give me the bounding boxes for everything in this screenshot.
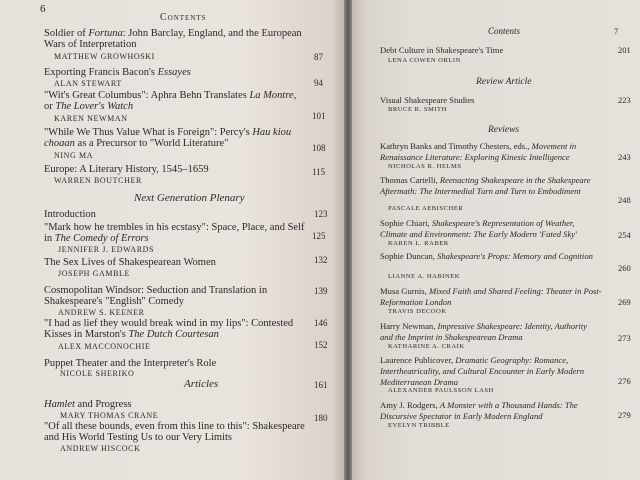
- entry-page: 260: [618, 263, 631, 273]
- entry-title: "Wit's Great Columbus": Aphra Behn Translates La Montre, or The Lover's Watch: [44, 90, 297, 112]
- section-heading: Articles: [184, 378, 219, 390]
- entry-page: 101: [312, 111, 326, 121]
- entry-page: 279: [618, 410, 631, 420]
- entry-title: Sophie Duncan, Shakespeare's Props: Memory and Cognition: [380, 251, 593, 261]
- entry-author: BRUCE R. SMITH: [388, 106, 447, 113]
- entry-author: LENA COWEN ORLIN: [388, 57, 461, 64]
- entry-title: "While We Thus Value What is Foreign": Percy's Hau kiou choaan as a Precursor to "World Literature": [44, 127, 292, 149]
- entry-title: Puppet Theater and the Interpreter's Role: [44, 358, 217, 369]
- entry-author: ALEX MACCONOCHIE: [58, 342, 151, 351]
- entry-title: "I had as lief they would break wind in my lips": Contested Kisses in Marston's The Dutch Courtesan: [44, 318, 294, 340]
- entry-title: Harry Newman, Impressive Shakespeare: Identity, Authority and the Imprint in Shakespearean Drama: [380, 321, 588, 342]
- entry-author: NICOLE SHERIKO: [60, 369, 135, 378]
- entry-page: 125: [312, 231, 326, 241]
- entry-title: Musa Gurnis, Mixed Faith and Shared Feeling: Theater in Post-Reformation London: [380, 286, 602, 307]
- entry-title: Cosmopolitan Windsor: Seduction and Translation in Shakespeare's "English" Comedy: [44, 285, 268, 307]
- entry-author: LIANNE A. HABINEK: [388, 273, 461, 280]
- book-gutter: [344, 0, 352, 480]
- entry-author: NICHOLAS R. HELMS: [388, 163, 462, 170]
- entry-page: 146: [314, 318, 328, 328]
- entry-page: 276: [618, 376, 631, 386]
- entry-page: 115: [312, 167, 326, 177]
- entry-title: "Mark how he trembles in his ecstasy": Space, Place, and Self in The Comedy of Errors: [44, 222, 305, 244]
- entry-title: The Sex Lives of Shakespearean Women: [44, 257, 216, 268]
- entry-page: 254: [618, 230, 631, 240]
- entry-title: Laurence Publicover, Dramatic Geography: Romance, Intertheatricality, and Cultural Encounter in Early Modern Mediterranean Drama: [380, 355, 585, 387]
- running-head-left: Contents: [160, 12, 207, 23]
- running-head-right: Contents: [488, 26, 521, 36]
- entry-title: Kathryn Banks and Timothy Chesters, eds., Movement in Renaissance Literature: Exploring Kinesic Intelligence: [380, 141, 577, 162]
- entry-author: WARREN BOUTCHER: [54, 176, 142, 185]
- section-heading: Next Generation Plenary: [134, 192, 245, 204]
- entry-author: KAREN L. RABER: [388, 240, 449, 247]
- entry-title: Sophie Chiari, Shakespeare's Representation of Weather, Climate and Environment: The Early Modern 'Fated Sky': [380, 218, 577, 239]
- entry-page: 108: [312, 143, 326, 153]
- entry-author: JENNIFER J. EDWARDS: [58, 245, 155, 254]
- entry-title: Visual Shakespeare Studies: [380, 95, 475, 105]
- entry-page: 223: [618, 95, 631, 105]
- entry-author: EVELYN TRIBBLE: [388, 422, 450, 429]
- entry-page: 152: [314, 340, 328, 350]
- entry-author: ALEXANDER PAULSSON LASH: [388, 387, 494, 394]
- entry-page: 87: [314, 52, 323, 62]
- entry-author: MATTHEW GROWHOSKI: [54, 52, 155, 61]
- entry-author: ALAN STEWART: [54, 79, 122, 88]
- page-number-left: 6: [40, 3, 46, 15]
- entry-page: 273: [618, 333, 631, 343]
- entry-page: 132: [314, 255, 328, 265]
- entry-page: 123: [314, 209, 328, 219]
- entry-author: KAREN NEWMAN: [54, 114, 128, 123]
- entry-title: Soldier of Fortuna: John Barclay, England, and the European Wars of Interpretation: [44, 28, 302, 50]
- entry-page: 139: [314, 286, 328, 296]
- entry-page: 94: [314, 78, 323, 88]
- entry-author: NING MA: [54, 151, 94, 160]
- entry-title: Introduction: [44, 209, 96, 220]
- entry-author: MARY THOMAS CRANE: [60, 411, 159, 420]
- entry-page: 243: [618, 152, 631, 162]
- entry-page: 180: [314, 413, 328, 423]
- section-heading: Review Article: [476, 77, 532, 87]
- entry-title: Exporting Francis Bacon's Essayes: [44, 67, 191, 78]
- entry-page: 201: [618, 45, 631, 55]
- entry-page: 161: [314, 380, 328, 390]
- entry-author: KATHARINE A. CRAIK: [388, 343, 465, 350]
- entry-title: Hamlet and Progress: [44, 399, 132, 410]
- entry-author: JOSEPH GAMBLE: [58, 269, 131, 278]
- section-heading: Reviews: [488, 125, 520, 135]
- entry-title: Amy J. Rodgers, A Monster with a Thousand Hands: The Discursive Spectator in Early Modern England: [380, 400, 578, 421]
- page-number-right: 7: [614, 26, 619, 36]
- entry-title: Europe: A Literary History, 1545–1659: [44, 164, 209, 175]
- entry-author: ANDREW HISCOCK: [60, 444, 141, 453]
- entry-title: Thomas Cartelli, Reenacting Shakespeare in the Shakespeare Aftermath: The Intermedial Turn and Turn to Embodiment: [380, 175, 591, 196]
- entry-author: ANDREW S. KEENER: [58, 308, 145, 317]
- entry-title: "Of all these bounds, even from this line to this": Shakespeare and His World Testing Us to our Very Limits: [44, 421, 305, 443]
- entry-author: PASCALE AEBISCHER: [388, 205, 464, 212]
- entry-author: TRAVIS DECOOK: [388, 308, 447, 315]
- entry-title: Debt Culture in Shakespeare's Time: [380, 45, 504, 55]
- entry-page: 248: [618, 195, 631, 205]
- entry-page: 269: [618, 297, 631, 307]
